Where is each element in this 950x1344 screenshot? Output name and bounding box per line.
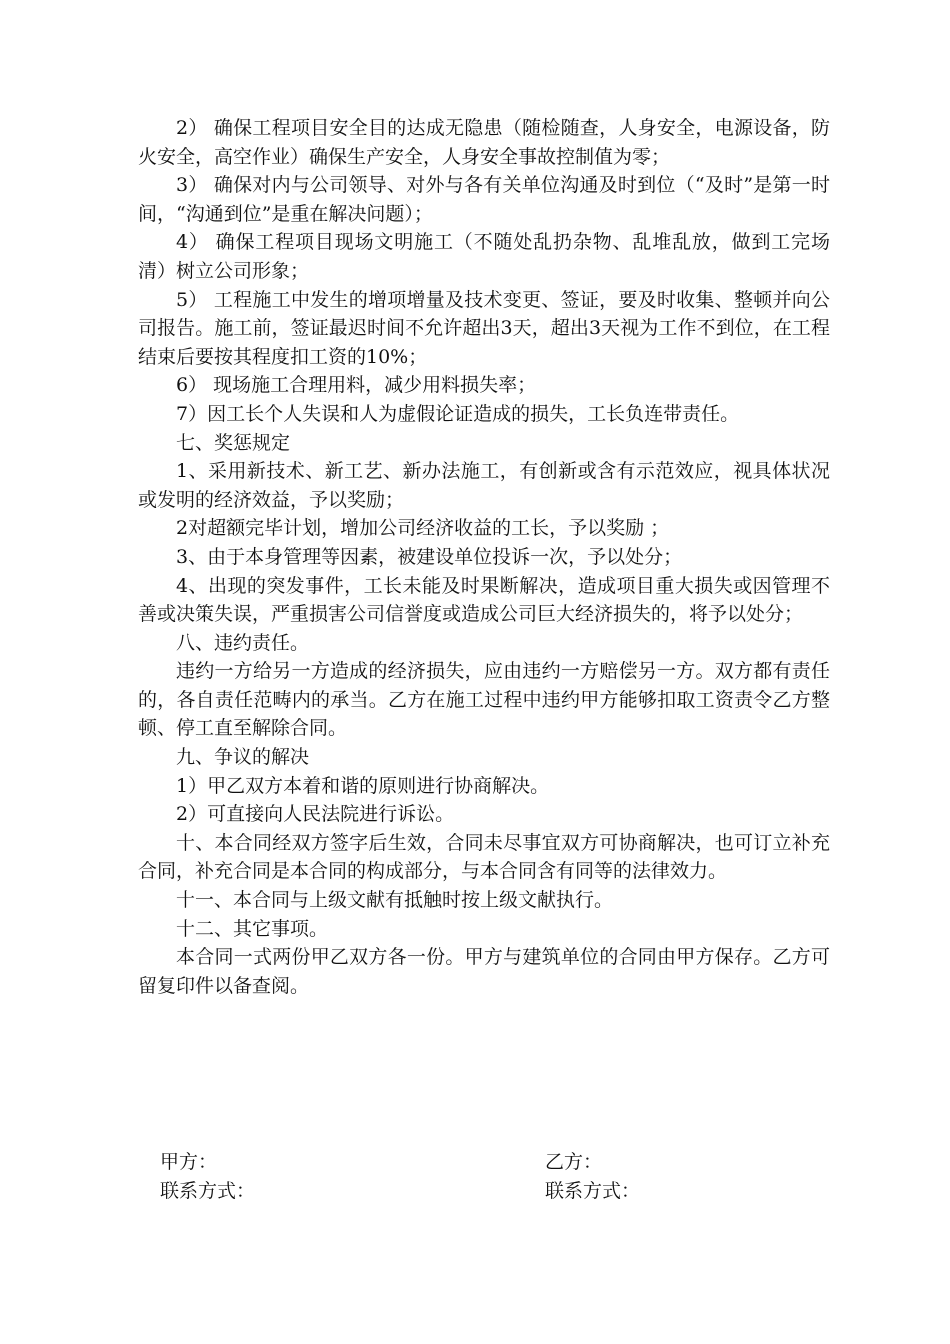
clause-5-change-visa: 5） 工程施工中发生的增项增量及技术变更、签证，要及时收集、整顿并向公司报告。施工前，签证最迟时间不允许超出3天，超出3天视为工作不到位，在工程结束后要按其程度扣工资的10%； — [138, 288, 830, 368]
clause-7-liability: 7）因工长个人失误和人为虚假论证造成的损失，工长负连带责任。 — [176, 402, 740, 425]
party-a-label: 甲方： — [160, 1151, 218, 1173]
section-7-heading: 七、奖惩规定 — [176, 431, 291, 454]
document-body — [138, 114, 830, 1000]
party-b-contact: 联系方式： — [545, 1179, 641, 1202]
section-11-precedence: 十一、本合同与上级文献有抵触时按上级文献执行。 — [176, 889, 614, 912]
penalty-clause-4: 4、出现的突发事件，工长未能及时果断解决，造成项目重大损失或因管理不善或决策失误，严重损害公司信誉度或造成公司巨大经济损失的，将予以处分； — [138, 574, 830, 626]
dispute-clause-1: 1）甲乙双方本着和谐的原则进行协商解决。 — [176, 774, 550, 797]
section-8-heading: 八、违约责任。 — [176, 631, 310, 654]
reward-clause-1: 1、采用新技术、新工艺、新办法施工，有创新或含有示范效应，视具体状况或发明的经济效益，予以奖励； — [138, 460, 830, 511]
dispute-clause-2: 2）可直接向人民法院进行诉讼。 — [176, 803, 455, 826]
party-b-label: 乙方： — [545, 1151, 603, 1173]
signature-contact-row — [160, 1177, 720, 1206]
clause-3-communication: 3） 确保对内与公司领导、对外与各有关单位沟通及时到位（“及时”是第一时间，“沟通到位”是重在解决问题）； — [138, 174, 830, 225]
copies-clause: 本合同一式两份甲乙双方各一份。甲方与建筑单位的合同由甲方保存。乙方可留复印件以备查阅。 — [138, 946, 830, 997]
breach-clause: 违约一方给另一方造成的经济损失，应由违约一方赔偿另一方。双方都有责任的，各自责任范畴内的承当。乙方在施工过程中违约甲方能够扣取工资责令乙方整顿、停工直至解除合同。 — [138, 660, 830, 740]
section-10-effectiveness: 十、本合同经双方签字后生效，合同未尽事宜双方可协商解决，也可订立补充合同，补充合同是本合同的构成部分，与本合同含有同等的法律效力。 — [138, 831, 830, 883]
clause-6-material-use: 6） 现场施工合理用料，减少用料损失率； — [176, 374, 537, 397]
reward-clause-2: 2对超额完毕计划，增加公司经济收益的工长，予以奖励 ； — [176, 517, 670, 540]
party-a-contact: 联系方式： — [160, 1179, 256, 1202]
signature-block — [160, 1148, 720, 1205]
clause-4-civilized-construction: 4） 确保工程项目现场文明施工（不随处乱扔杂物、乱堆乱放，做到工完场清）树立公司形象； — [138, 231, 830, 282]
section-12-heading: 十二、其它事项。 — [176, 917, 329, 940]
signature-party-row — [160, 1148, 720, 1177]
section-9-heading: 九、争议的解决 — [176, 746, 310, 769]
clause-2-safety: 2） 确保工程项目安全目的达成无隐患（随检随查，人身安全，电源设备，防火安全，高空作业）确保生产安全，人身安全事故控制值为零； — [138, 117, 830, 168]
penalty-clause-3: 3、由于本身管理等因素，被建设单位投诉一次，予以处分； — [176, 545, 683, 568]
